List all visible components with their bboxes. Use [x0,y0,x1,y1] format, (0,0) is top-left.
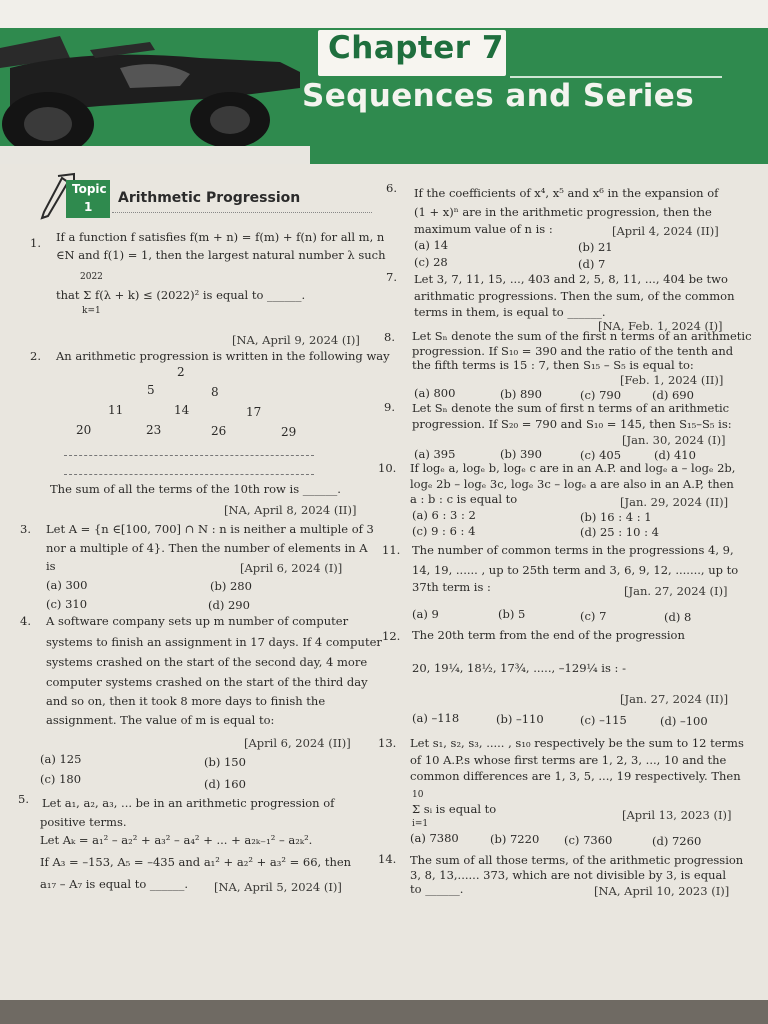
question-text: Let A = {n ∈[100, 700] ∩ N : n is neither a multiple of 3 [46,522,374,536]
question-text: Let Aₖ = a₁² – a₂² + a₃² – a₄² + ... + a₂ₖ₋₁² – a₂ₖ². [40,833,313,847]
sum-upper-limit: 10 [412,790,424,800]
topic-label: Topic [72,182,107,196]
sum-upper-limit: 2022 [80,272,103,282]
question-reference: [Jan. 29, 2024 (II)] [620,495,729,509]
question-reference: [NA, April 10, 2023 (I)] [594,884,730,898]
question-reference: [NA, Feb. 1, 2024 (I)] [598,319,723,333]
triangle-term: 29 [281,425,297,439]
option-d: (d) 25 : 10 : 4 [580,525,659,539]
option-c: (c) 7360 [564,833,613,847]
question-text: 37th term is : [412,580,491,594]
question-text: If A₃ = –153, A₅ = –435 and a₁² + a₂² + a₃² = 66, then [40,855,352,869]
question-reference: [Jan. 27, 2024 (I)] [624,584,728,598]
question-text: The number of common terms in the progressions 4, 9, [412,543,734,557]
option-d: (d) –100 [660,714,708,728]
question-text: 20, 19¼, 18½, 17¾, ....., –129¼ is : - [412,661,626,675]
question-text: that Σ f(λ + k) ≤ (2022)² is equal to ______. [56,288,306,302]
question-text: common differences are 1, 3, 5, ..., 19 respectively. Then [410,769,741,783]
chapter-number: Chapter 7 [328,30,504,66]
option-b: (b) 21 [578,240,613,254]
triangle-term: 5 [147,383,155,397]
option-c: (c) 28 [414,255,448,269]
question-text: The sum of all those terms, of the arithmetic progression [410,853,744,867]
question-text: 14, 19, ...... , up to 25th term and 3, 6, 9, 12, ......., up to [412,563,739,577]
option-a: (a) 6 : 3 : 2 [412,508,476,522]
question-text: a : b : c is equal to [410,492,518,506]
triangle-term: 2 [177,365,185,379]
option-b: (b) 280 [210,579,252,593]
question-number: 14. [378,852,397,866]
triangle-term: 20 [76,423,92,437]
question-text: logₑ 2b – logₑ 3c, logₑ 3c – logₑ a are also in an A.P, then [410,477,734,491]
page-top-margin [0,0,768,28]
question-text: Let a₁, a₂, a₃, ... be in an arithmetic progression of [42,796,335,810]
option-b: (b) 390 [500,447,542,461]
question-text: ∈N and f(1) = 1, then the largest natural number λ such [56,248,386,262]
option-c: (c) 405 [580,448,622,462]
question-reference: [April 4, 2024 (II)] [612,224,719,238]
question-text: a₁₇ – A₇ is equal to ______. [40,877,189,891]
option-d: (d) 690 [652,388,694,402]
option-c: (c) 790 [580,388,622,402]
question-text: systems crashed on the start of the second day, 4 more [46,655,368,669]
option-a: (a) 9 [412,607,439,621]
question-text: systems to finish an assignment in 17 days. If 4 computer [46,635,382,649]
option-c: (c) 180 [40,772,82,786]
triangle-term: 26 [211,424,227,438]
question-text: If the coefficients of x⁴, x⁵ and x⁶ in the expansion of [414,186,719,200]
option-b: (b) 16 : 4 : 1 [580,510,652,524]
option-a: (a) –118 [412,711,460,725]
triangle-term: 11 [108,403,124,417]
topic-title: Arithmetic Progression [118,190,301,206]
question-number: 3. [20,522,31,536]
question-text: computer systems crashed on the start of the third day [46,675,368,689]
question-text: The sum of all the terms of the 10th row is ______. [50,482,341,496]
question-number: 2. [30,349,41,363]
option-a: (a) 300 [46,578,88,592]
question-text: The 20th term from the end of the progression [412,628,685,642]
question-text: If a function f satisfies f(m + n) = f(m) + f(n) for all m, n [56,230,385,244]
question-text: and so on, then it took 8 more days to finish the [46,694,326,708]
option-a: (a) 395 [414,447,456,461]
question-number: 9. [384,400,395,414]
question-number: 4. [20,614,31,628]
triangle-term: 17 [246,405,262,419]
option-a: (a) 125 [40,752,82,766]
dotted-continuation [64,474,314,475]
option-d: (d) 160 [204,777,246,791]
question-number: 13. [378,736,397,750]
option-b: (b) 5 [498,607,526,621]
question-reference: [Jan. 27, 2024 (II)] [620,692,729,706]
option-a: (a) 7380 [410,831,459,845]
triangle-term: 14 [174,403,190,417]
question-number: 10. [378,461,397,475]
question-text: the fifth terms is 15 : 7, then S₁₅ – S₅ is equal to: [412,358,694,372]
topic-underline [112,212,372,214]
option-b: (b) 7220 [490,832,540,846]
race-car-illustration [0,28,310,164]
question-text: maximum value of n is : [414,222,553,236]
option-a: (a) 14 [414,238,449,252]
question-text: If logₑ a, logₑ b, logₑ c are in an A.P. and logₑ a – logₑ 2b, [410,461,736,475]
sum-lower-limit: k=1 [82,306,101,316]
question-text: Σ sᵢ is equal to [412,802,497,816]
option-d: (d) 290 [208,598,250,612]
option-c: (c) 9 : 6 : 4 [412,524,476,538]
question-reference: [April 6, 2024 (II)] [244,736,351,750]
question-number: 12. [382,629,401,643]
question-reference: [April 13, 2023 (I)] [622,808,732,822]
question-text: progression. If S₁₀ = 390 and the ratio of the tenth and [412,344,734,358]
question-text: Let 3, 7, 11, 15, ..., 403 and 2, 5, 8, 11, ..., 404 be two [414,272,728,286]
question-text: is [46,559,56,573]
option-b: (b) –110 [496,712,544,726]
option-d: (d) 8 [664,610,692,624]
question-text: to ______. [410,882,464,896]
question-reference: [NA, April 5, 2024 (I)] [214,880,342,894]
option-c: (c) 7 [580,609,607,623]
question-text: 3, 8, 13,...... 373, which are not divisible by 3, is equal [410,868,727,882]
option-d: (d) 7260 [652,834,702,848]
topic-number: 1 [84,200,93,214]
option-b: (b) 890 [500,387,542,401]
question-text: progression. If S₂₀ = 790 and S₁₀ = 145, then S₁₅–S₅ is: [412,417,732,431]
question-text: nor a multiple of 4}. Then the number of elements in A [46,541,368,555]
option-c: (c) –115 [580,713,627,727]
question-reference: [Feb. 1, 2024 (II)] [620,373,724,387]
question-number: 11. [382,543,401,557]
option-d: (d) 7 [578,257,606,271]
question-number: 5. [18,792,29,806]
question-text: positive terms. [40,815,127,829]
question-text: (1 + x)ⁿ are in the arithmetic progression, then the [414,205,712,219]
question-text: An arithmetic progression is written in the following way [56,349,390,363]
question-number: 7. [386,270,397,284]
triangle-term: 23 [146,423,162,437]
question-reference: [April 6, 2024 (I)] [240,561,343,575]
question-number: 1. [30,236,41,250]
question-reference: [Jan. 30, 2024 (I)] [622,433,726,447]
question-reference: [NA, April 8, 2024 (II)] [224,503,357,517]
triangle-term: 8 [211,385,219,399]
question-text: terms in them, is equal to ______. [414,305,606,319]
question-text: arithmatic progressions. Then the sum, of the common [414,289,735,303]
question-text: Let Sₙ denote the sum of the first n terms of an arithmetic [412,329,752,343]
question-text: A software company sets up m number of computer [46,614,349,628]
question-text: Let Sₙ denote the sum of first n terms of an arithmetic [412,401,730,415]
option-d: (d) 410 [654,448,696,462]
chapter-title: Sequences and Series [302,78,695,114]
question-text: assignment. The value of m is equal to: [46,713,275,727]
question-reference: [NA, April 9, 2024 (I)] [232,333,360,347]
sum-lower-limit: i=1 [412,819,429,829]
question-number: 6. [386,181,397,195]
option-b: (b) 150 [204,755,246,769]
option-a: (a) 800 [414,386,456,400]
question-number: 8. [384,330,395,344]
question-text: Let s₁, s₂, s₃, ..... , s₁₀ respectively be the sum to 12 terms [410,736,744,750]
dotted-continuation [64,455,314,456]
option-c: (c) 310 [46,597,88,611]
question-text: of 10 A.P.s whose first terms are 1, 2, 3, ..., 10 and the [410,753,727,767]
